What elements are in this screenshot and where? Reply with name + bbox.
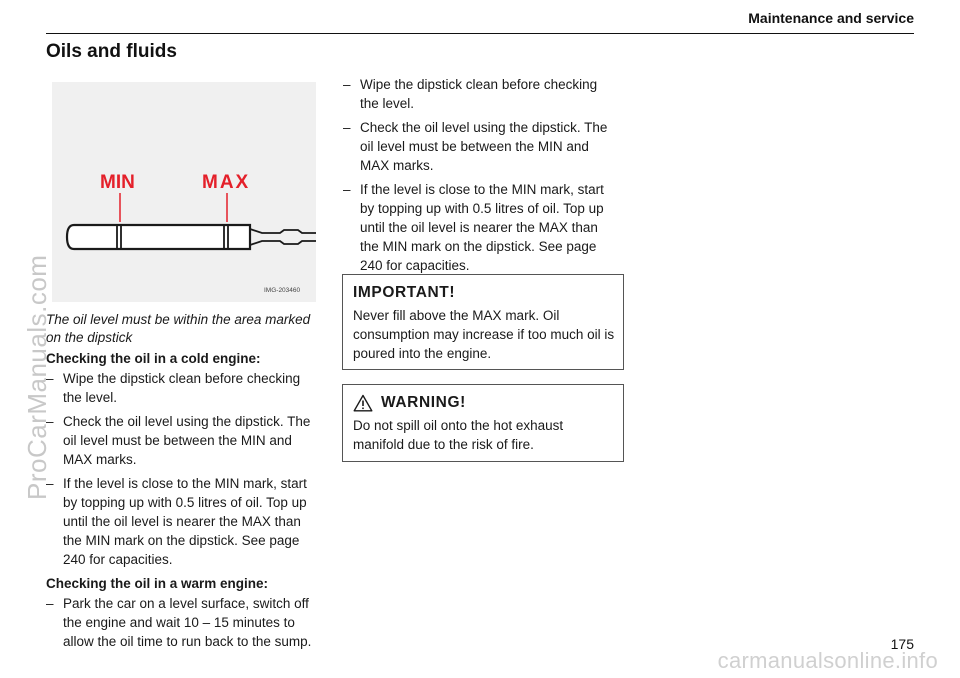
section-title: Oils and fluids [46,41,177,62]
dipstick-shape [67,225,316,249]
list-item: – If the level is close to the MIN mark, start by topping up with 0.5 litres of oil. Top up until the oil level is nearer the MAX than the MIN mark on the dipstick. See page 240 for capacities. [343,180,618,275]
warm-engine-heading: Checking the oil in a warm engine: [46,576,269,591]
dipstick-figure [52,82,316,302]
warning-triangle-icon [353,394,373,412]
warm-engine-steps [46,594,321,651]
important-text: Never fill above the MAX mark. Oil consumption may increase if too much oil is poured into the engine. [353,308,615,361]
important-title: IMPORTANT! [353,284,456,301]
dipstick-illustration [52,82,316,302]
warm-engine-steps-continued [343,75,618,275]
image-code: IMG-203460 [264,287,301,294]
middle-column [343,75,618,280]
warning-notice [342,384,624,462]
cold-engine-steps [46,369,321,569]
bottom-watermark: carmanualsonline.info [717,648,938,673]
side-watermark: ProCarManuals.com [22,254,52,500]
cold-engine-heading: Checking the oil in a cold engine: [46,351,261,366]
list-item: – Check the oil level using the dipstick. The oil level must be between the MIN and MAX marks. [343,118,618,175]
figure-caption: The oil level must be within the area marked on the dipstick [46,312,311,345]
warning-text: Do not spill oil onto the hot exhaust manifold due to the risk of fire. [353,418,564,452]
list-item: – Wipe the dipstick clean before checking the level. [343,75,618,113]
max-label: MAX [202,172,251,193]
list-item: – If the level is close to the MIN mark, start by topping up with 0.5 litres of oil. Top up until the oil level is nearer the MAX than the MIN mark on the dipstick. See page 240 for capacities. [46,474,321,569]
header-divider [46,33,914,34]
important-notice [342,274,624,370]
warning-title-row [353,393,615,412]
list-item: – Check the oil level using the dipstick. The oil level must be between the MIN and MAX marks. [46,412,321,469]
warning-title: WARNING! [381,394,466,411]
min-label: MIN [100,172,135,193]
running-header: Maintenance and service [748,10,914,26]
page-number: 175 [890,636,914,652]
left-column [46,349,321,656]
list-item: – Park the car on a level surface, switch off the engine and wait 10 – 15 minutes to allow the oil time to run back to the sump. [46,594,321,651]
list-item: – Wipe the dipstick clean before checking the level. [46,369,321,407]
